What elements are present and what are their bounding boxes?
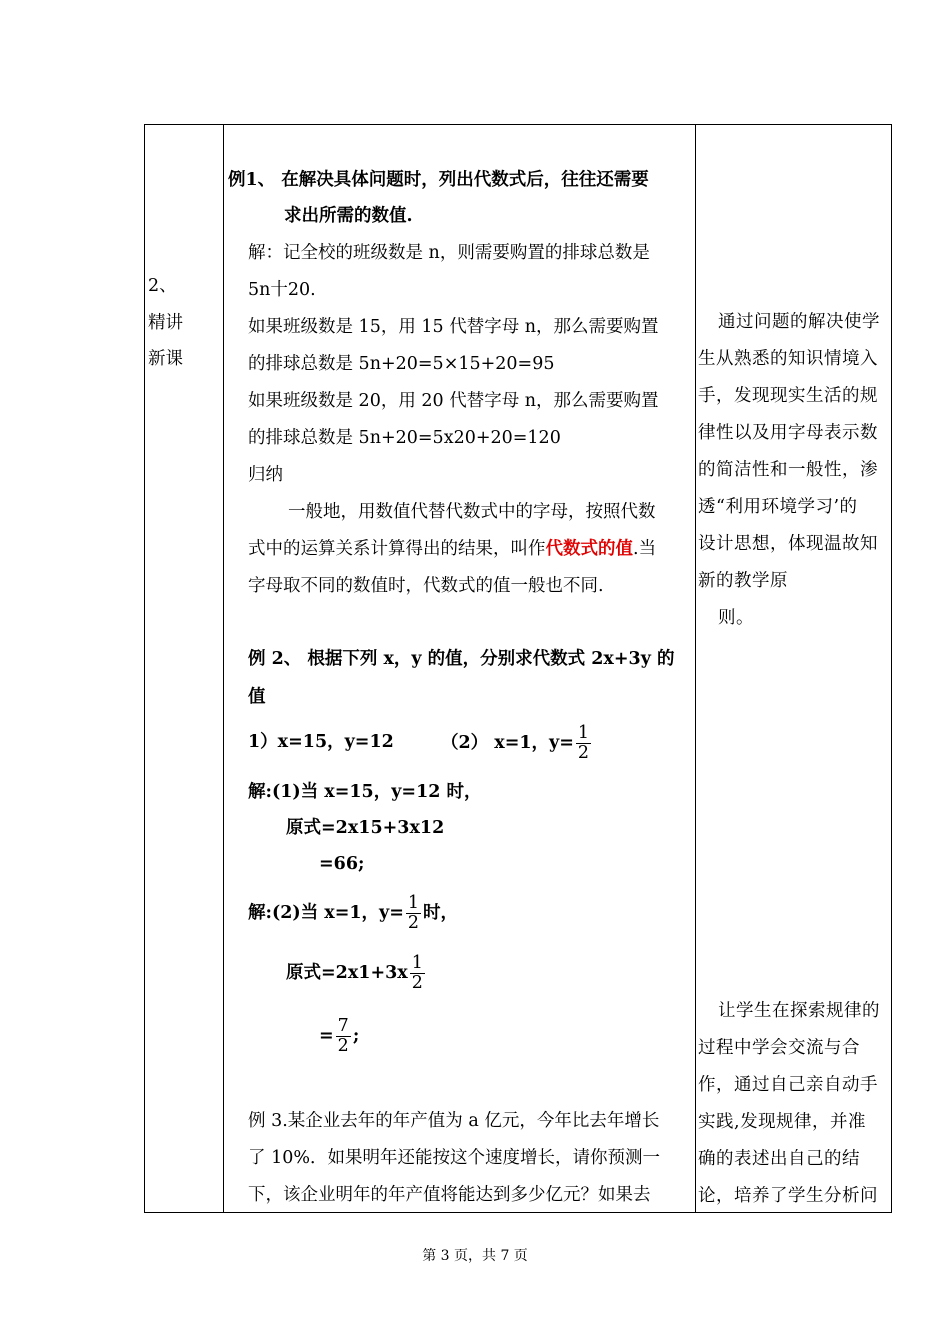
notes1-line-5: 的简洁性和一般性，渗 [698,460,878,480]
example3-line-2: 了 10%．如果明年还能按这个速度增长，请你预测一 [248,1148,660,1168]
notes1-line-7: 设计思想，体现温故知 [698,534,878,554]
definition-term: 代数式的值 [545,539,633,559]
fraction-numerator: 1 [407,893,420,913]
section-title-1: 精讲 [148,313,183,333]
result-end: ; [352,1026,360,1046]
solution-2-text: 解:(2)当 x=1，y= [248,903,404,923]
notes1-line-6: 透“利用环境学习’的 [698,497,858,517]
notes2-line-3: 作，通过自己亲自动手 [698,1075,878,1095]
table-right-border [891,124,892,1213]
example3-line-3: 下，该企业明年的年产值将能达到多少亿元？如果去 [248,1185,651,1205]
fraction-denominator: 2 [407,913,420,933]
example1-case2-b: 的排球总数是 5n+20=5x20+20=120 [248,428,561,448]
column-divider-2 [695,124,696,1213]
notes2-line-6: 论，培养了学生分析问 [698,1186,878,1206]
example2-solution-1-result: =66; [319,854,365,874]
example1-case2-a: 如果班级数是 20，用 20 代替字母 n，那么需要购置 [248,391,659,411]
section-number: 2、 [148,276,177,296]
example2-heading-cont: 值 [248,687,266,707]
example1-heading: 例1、 在解决具体问题时，列出代数式后，往往还需要 [228,170,649,190]
definition-text: 式中的运算关系计算得出的结果，叫作 [248,539,546,559]
fraction-seven-halves [336,1017,351,1056]
example1-solution-1: 解：记全校的班级数是 n，则需要购置的排球总数是 [248,243,650,263]
fraction-numerator: 7 [337,1016,349,1036]
lesson-table [144,124,892,1213]
notes1-line-3: 手，发现现实生活的规 [698,386,878,406]
example2-condition-2 [441,724,593,763]
notes1-line-4: 律性以及用字母表示数 [698,423,878,443]
notes2-line-5: 确的表述出自己的结 [698,1149,860,1169]
example2-heading: 例 2、 根据下列 x，y 的值，分别求代数式 2x+3y 的 [248,649,675,669]
example1-case1-b: 的排球总数是 5n+20=5×15+20=95 [248,354,555,374]
example3-line-1: 例 3.某企业去年的年产值为 a 亿元，今年比去年增长 [248,1111,660,1131]
notes1-line-1: 通过问题的解决使学 [718,312,880,332]
example2-solution-1-expr: 原式=2x15+3x12 [286,818,445,838]
example2-solution-2-result [319,1017,359,1056]
definition-text-end: .当 [633,539,657,559]
definition-line-2 [248,531,656,568]
notes2-line-4: 实践,发现规律，并准 [698,1112,867,1132]
fraction-one-half [576,724,591,763]
fraction-numerator: 1 [577,723,590,743]
example1-solution-2: 5n十20. [248,280,316,300]
notes2-line-1: 让学生在探索规律的 [718,1001,880,1021]
example2-solution-1: 解:(1)当 x=15，y=12 时， [248,782,482,802]
column-divider-1 [223,124,224,1213]
condition-2-text: （2） x=1，y= [441,733,574,753]
table-left-border [144,124,145,1213]
definition-line-3: 字母取不同的数值时，代数式的值一般也不同. [248,576,604,596]
fraction-denominator: 2 [411,973,423,993]
notes2-line-2: 过程中学会交流与合 [698,1038,860,1058]
example2-condition-1: 1）x=15，y=12 [248,732,394,752]
notes1-line-9: 则。 [718,608,754,628]
example2-solution-2-expr [286,954,427,993]
notes1-line-2: 生从熟悉的知识情境入 [698,349,878,369]
fraction-numerator: 1 [411,953,423,973]
table-top-border [144,124,892,125]
definition-line-1: 一般地，用数值代替代数式中的字母，按照代数 [288,502,656,522]
fraction-denominator: 2 [577,743,590,763]
solution-2-expr-text: 原式=2x1+3x [286,963,408,983]
example1-case1-a: 如果班级数是 15，用 15 代替字母 n，那么需要购置 [248,317,659,337]
page-footer: 第 3 页，共 7 页 [422,1248,528,1264]
section-title-2: 新课 [148,349,183,369]
solution-2-text-end: 时， [423,903,459,923]
example1-heading-cont: 求出所需的数值. [284,206,413,226]
result-equals: = [319,1026,334,1046]
fraction-denominator: 2 [337,1036,349,1056]
example2-solution-2 [248,894,458,933]
fraction-one-half [410,954,425,993]
fraction-one-half [406,894,421,933]
summary-label: 归纳 [248,465,283,485]
notes1-line-8: 新的教学原 [698,571,788,591]
